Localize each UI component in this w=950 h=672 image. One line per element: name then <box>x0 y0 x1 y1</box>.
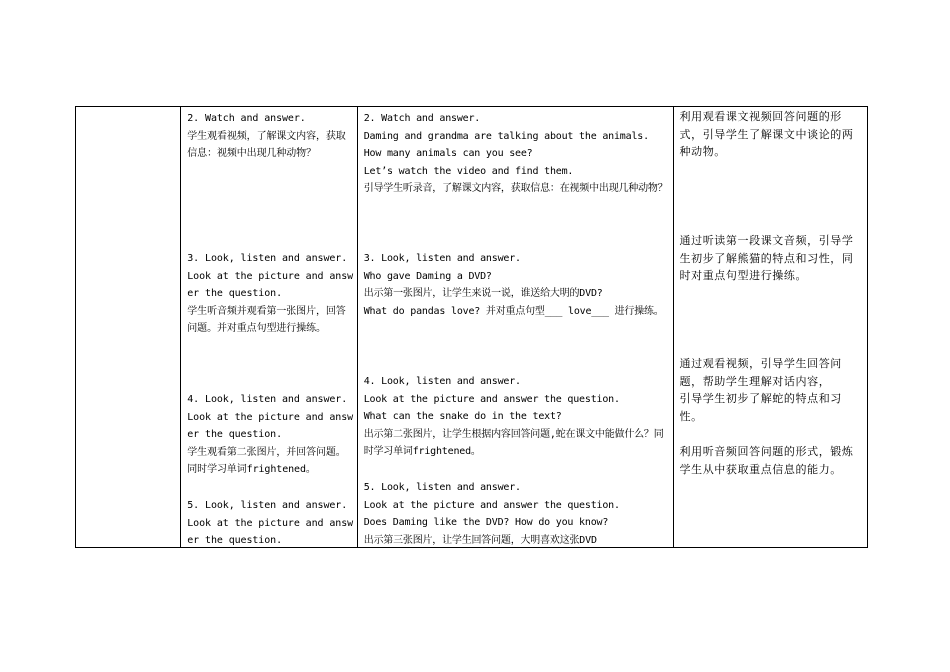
teacher-step-3: 3. Look, listen and answer. Who gave Daming a DVD? 出示第一张图片，让学生来说一说，谁送给大明的DVD? What do pandas love? 并对重点句型___ love___ 进行操练。 <box>363 253 664 317</box>
lesson-plan-table <box>75 106 868 548</box>
activity-step-2: 2. Watch and answer. 学生观看视频，了解课文内容，获取信息：视频中出现几种动物？ <box>187 113 346 160</box>
stage-column-cell <box>76 107 181 548</box>
teacher-step-4: 4. Look, listen and answer. Look at the picture and answer the question. What can the snake do in the text? 出示第二张图片，让学生根据内容回答问题,蛇在课文中能做什么？同时学习单词frightened。 <box>363 376 664 458</box>
teacher-activity-cell <box>357 107 673 548</box>
activity-step-3: 3. Look, listen and answer. Look at the picture and answer the question. 学生听音频并观看第一张图片，回答问题。并对重点句型进行操练。 <box>187 253 354 335</box>
activity-step-5: 5. Look, listen and answer. Look at the picture and answer the question. <box>187 500 354 547</box>
purpose-step-5: 利用听音频回答问题的形式，锻炼学生从中获取重点信息的能力。 <box>679 445 854 476</box>
purpose-step-2: 利用观看课文视频回答问题的形式，引导学生了解课文中谈论的两种动物。 <box>679 110 854 159</box>
activity-step-4: 4. Look, listen and answer. Look at the picture and answer the question. 学生观看第二张图片，并回答问题。同时学习单词frightened。 <box>187 394 354 476</box>
design-purpose-cell <box>673 107 868 548</box>
teacher-step-2: 2. Watch and answer. Daming and grandma are talking about the animals. How many animals can you see? Let’s watch the video and find them. 引导学生听录音，了解课文内容，获取信息：在视频中出现几种动物？ <box>363 113 668 195</box>
table-row <box>76 107 868 548</box>
student-activity-cell <box>181 107 357 548</box>
teacher-step-5: 5. Look, listen and answer. Look at the picture and answer the question. Does Daming like the DVD? How do you know? 出示第三张图片，让学生回答问题，大明喜欢这张DVD <box>363 482 620 546</box>
purpose-step-4: 通过观看视频，引导学生回答问题，帮助学生理解对话内容， 引导学生初步了解蛇的特点和习性。 <box>679 357 842 423</box>
purpose-step-3: 通过听读第一段课文音频，引导学生初步了解熊猫的特点和习性，同时对重点句型进行操练。 <box>679 234 854 283</box>
